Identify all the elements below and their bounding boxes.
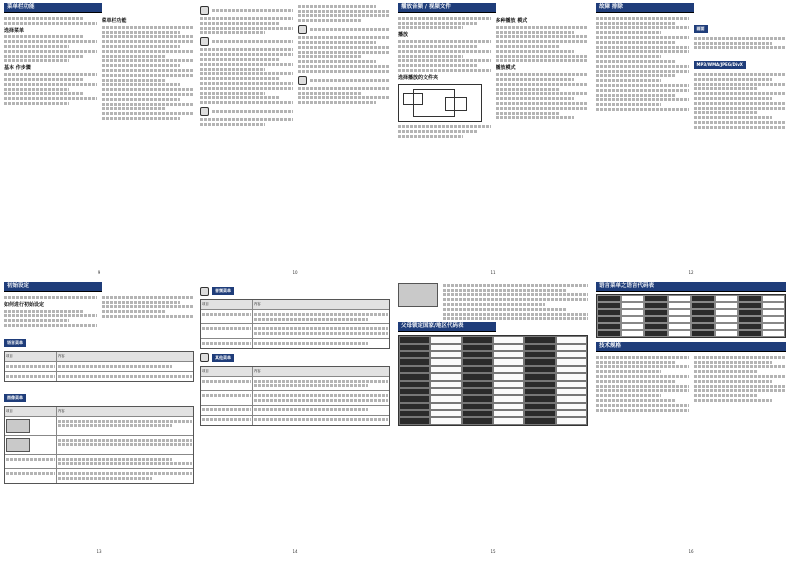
page-14: [200, 282, 390, 552]
page-number: 12: [688, 270, 694, 275]
section-heading: 播放模式: [495, 65, 516, 72]
page-number: 9: [97, 270, 101, 275]
section-chip: 其他菜单: [212, 354, 234, 362]
section-chip: 音频菜单: [212, 287, 234, 295]
country-code-table: [398, 335, 588, 426]
language-code-table: [596, 294, 786, 338]
page-13: [4, 282, 194, 552]
page-number: 16: [688, 549, 694, 554]
page-9: [4, 3, 194, 273]
page-title: 语言菜单之语言代码表: [596, 282, 786, 292]
repeat-icon: [200, 37, 209, 46]
subtitle-icon: [298, 25, 307, 34]
page-number: 14: [292, 549, 298, 554]
settings-table: 项目 内容: [4, 351, 194, 382]
section-chip: 画面: [694, 25, 708, 33]
angle-icon: [298, 76, 307, 85]
section-heading: 多种播放 模式: [495, 18, 528, 24]
section-heading: 如何进行初始设定: [4, 301, 45, 308]
zoom-icon: [200, 107, 209, 116]
settings-table: 项目 内容: [4, 406, 194, 484]
page-title: 故障 排除: [596, 3, 694, 13]
section-heading: 播放: [398, 32, 409, 39]
page-10: [200, 3, 390, 273]
page-16: [596, 282, 786, 552]
wrench-icon: [200, 353, 209, 362]
section-chip: 图像菜单: [4, 394, 26, 402]
page-number: 13: [96, 549, 102, 554]
page-15: [398, 282, 588, 552]
page-12: [596, 3, 786, 273]
page-title: 初始设定: [4, 282, 102, 292]
settings-table: 项目 内容: [200, 299, 390, 349]
disc-icon: [200, 6, 209, 15]
section-heading: 菜单栏功能: [101, 18, 127, 24]
section-heading: 选择菜单: [4, 27, 25, 34]
page-number: 15: [490, 549, 496, 554]
section-heading: 基本 作步骤: [4, 65, 31, 72]
page-title: 菜单栏功能: [4, 3, 102, 13]
section-chip: MP3/WMA/JPEG/DivX: [694, 61, 746, 69]
page-11: [398, 3, 588, 273]
folder-diagram: [398, 84, 482, 122]
page-number: 11: [490, 270, 496, 275]
page-title: 播放音频 / 视频文件: [398, 3, 496, 13]
section-title: 技术规格: [596, 342, 786, 352]
section-title: 父母锁定国家/地区代码表: [398, 322, 496, 332]
section-heading: 选择播放的文件夹: [398, 74, 439, 81]
section-chip: 语言菜单: [4, 339, 26, 347]
page-number: 10: [292, 270, 298, 275]
settings-table: 项目 内容: [200, 366, 390, 426]
speaker-icon: [200, 287, 209, 296]
